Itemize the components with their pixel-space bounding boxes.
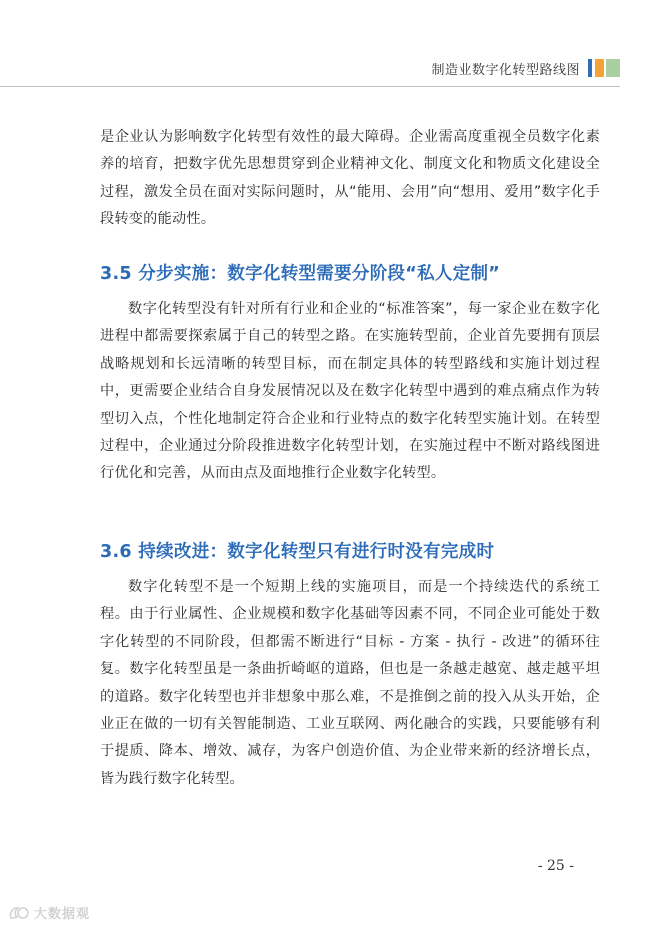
body-paragraph-2: 数字化转型没有针对所有行业和企业的“标准答案”，每一家企业在数字化进程中都需要探索属于自己的转型之路。在实施转型前，企业首先要拥有顶层战略规划和长远清晰的转型目标，而在制定具体的转型路线和实施计划过程中，更需要企业结合自身发展情况以及在数字化转型中遇到的难点痛点作为转型切入点，个性化地制定符合企业和行业特点的数字化转型实施计划。在转型过程中，企业通过分阶段推进数字化转型计划，在实施过程中不断对路线图进行优化和完善，从而由点及面地推行企业数字化转型。: [100, 301, 600, 482]
header-accent-bar-orange: [595, 59, 604, 77]
header-accent-bar-blue: [588, 59, 592, 77]
page-number: - 25 -: [537, 858, 574, 874]
section-heading-3-6: 3.6 持续改进：数字化转型只有进行时没有完成时: [100, 542, 495, 562]
section-heading-3-5: 3.5 分步实施：数字化转型需要分阶段“私人定制”: [100, 264, 501, 284]
header-title: 制造业数字化转型路线图: [431, 62, 580, 78]
body-paragraph-3: 数字化转型不是一个短期上线的实施项目，而是一个持续迭代的系统工程。由于行业属性、企业规模和数字化基础等因素不同，不同企业可能处于数字化转型的不同阶段，但都需不断进行“目标 - 方案 - 执行 - 改进”的循环往复。数字化转型虽是一条曲折崎岖的道路，但也是一条越走越宽、越走越平坦的道路。数字化转型也并非想象中那么难，不是推倒之前的投入从头开始，企业正在做的一切有关智能制造、工业互联网、两化融合的实践，只要能够有利于提质、降本、增效、减存，为客户创造价值、为企业带来新的经济增长点，皆为践行数字化转型。: [100, 579, 600, 787]
header-rule: [0, 86, 620, 87]
body-paragraph-1: 是企业认为影响数字化转型有效性的最大障碍。企业需高度重视全员数字化素养的培育，把数字优先思想贯穿到企业精神文化、制度文化和物质文化建设全过程，激发全员在面对实际问题时，从“能用、会用”向“想用、爱用”数字化手段转变的能动性。: [100, 129, 600, 228]
header-accent-bar-green: [606, 59, 620, 77]
watermark: [8, 903, 90, 922]
watermark-text: 大数据观: [34, 907, 91, 922]
running-header: [431, 56, 620, 80]
watermark-logo-icon: [8, 904, 30, 922]
